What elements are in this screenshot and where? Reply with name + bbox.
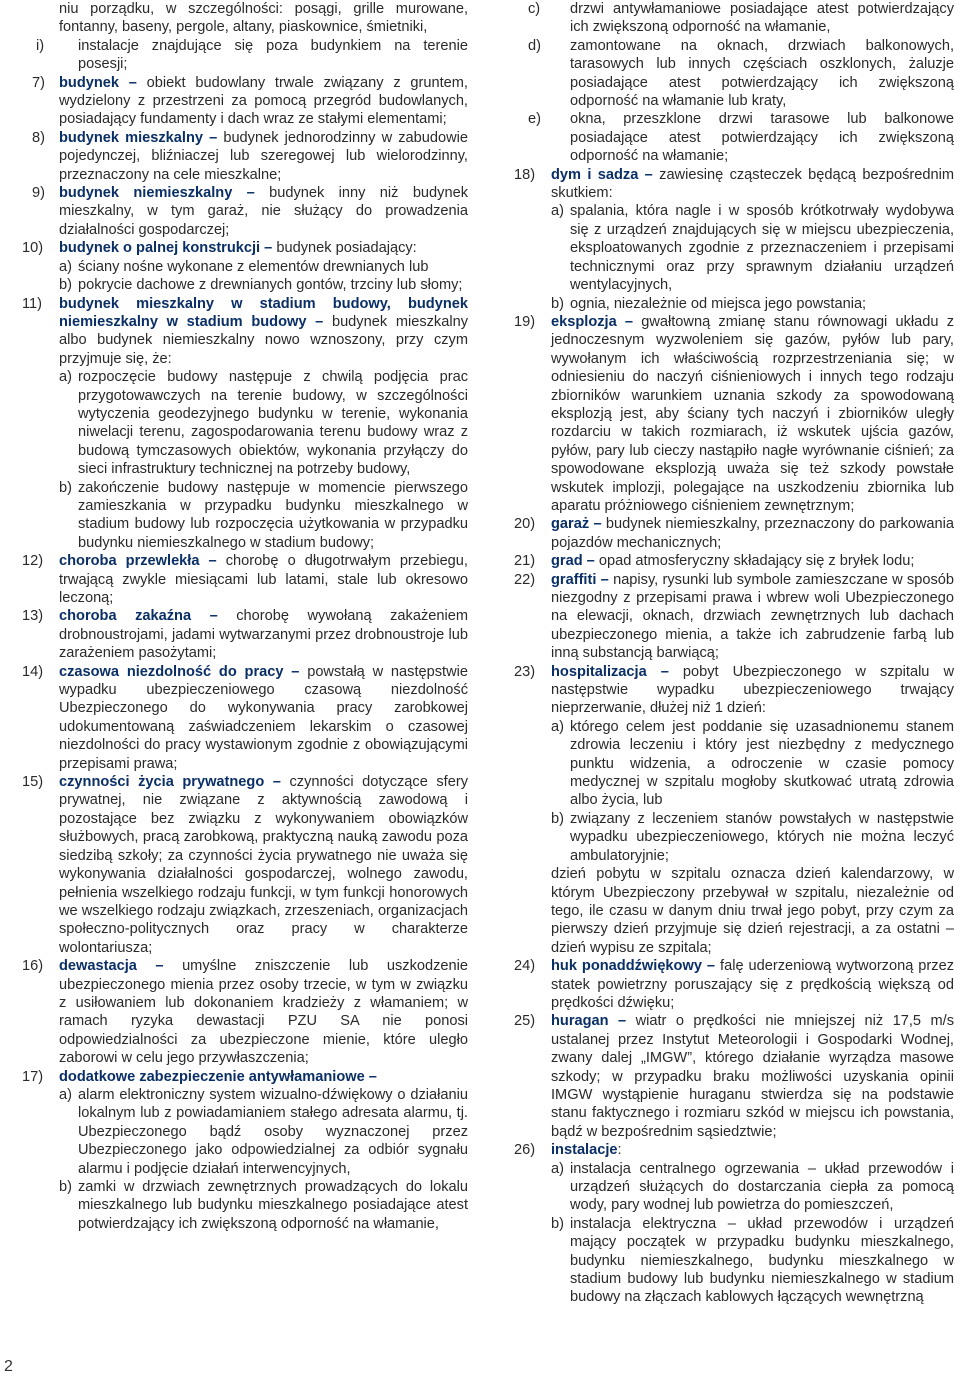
- item-label: i): [36, 37, 45, 54]
- sub-item-label: e): [528, 111, 541, 128]
- definition-text: budynek jednorodzinny w zabudowie pojedynczej, bliźniaczej lub szeregowej lub wielorodzinny, przeznaczony na cele mieszkalne;: [59, 129, 468, 183]
- definition-term: grad: [551, 553, 583, 570]
- definition-number: 17): [22, 1068, 44, 1085]
- definition-23: [514, 663, 954, 958]
- term-dash: –: [264, 774, 290, 791]
- sub-item-label: a): [59, 1086, 72, 1103]
- definition-number: 13): [22, 608, 44, 625]
- definition-7: [22, 74, 468, 129]
- definition-number: 18): [514, 166, 536, 183]
- definition-14: [22, 663, 468, 773]
- definition-text: budynek niemieszkalny, przeznaczony do parkowania pojazdów mechanicznych;: [551, 516, 954, 551]
- sub-item: [59, 479, 468, 553]
- definition-number: 14): [22, 663, 44, 680]
- definition-20: [514, 515, 954, 552]
- sub-item-label: d): [528, 37, 541, 54]
- definition-note: dzień pobytu w szpitalu oznacza dzień kalendarzowy, w którym Ubezpieczony przebywał w szpitalu, niezależnie od tego, ile czasu w danym dniu trwał jego pobyt, przy czym za pierwszy dzień przyjmuje się dzień rejestracji, a za ostatni – dzień wypisu ze szpitala;: [551, 866, 954, 956]
- definition-term: choroba przewlekła: [59, 553, 200, 570]
- definition-term: budynek: [59, 74, 120, 91]
- definition-11: [22, 295, 468, 553]
- sub-item-text: spalania, która nagle i w sposób krótkotrwały wydobywa się z urządzeń znajdujących się w miejscu ubezpieczenia, eksploatowanych zgodnie z przeznaczeniem i przepisami technicznymi oraz przy sprawnym działaniu urządzeń wentylacyjnych,: [570, 203, 954, 294]
- definition-term: garaż: [551, 516, 590, 533]
- sub-item-label: b): [59, 1179, 72, 1195]
- definition-number: 26): [514, 1142, 536, 1159]
- sub-item: [59, 368, 468, 478]
- term-dash: –: [232, 185, 270, 202]
- sub-item-text: okna, przeszklone drzwi tarasowe lub balkonowe posiadające atest potwierdzający ich zwiększoną odporność na włamanie;: [570, 111, 954, 165]
- term-dash: –: [701, 958, 721, 975]
- definition-number: 20): [514, 516, 536, 533]
- definition-12: [22, 552, 468, 607]
- sub-item: [514, 0, 954, 37]
- definition-25: [514, 1012, 954, 1141]
- definition-17: [22, 1068, 468, 1234]
- definition-term: instalacje: [551, 1142, 618, 1159]
- definition-number: 25): [514, 1013, 536, 1030]
- definition-number: 10): [22, 240, 44, 257]
- definition-number: 11): [22, 295, 43, 312]
- definition-16: [22, 957, 468, 1067]
- definition-text: umyślne zniszczenie lub uszkodzenie ubezpieczonego mienia przez osoby trzecie, w tym w związku z usiłowaniem lub dokonaniem kradzieży z włamaniem; w ramach ryzyka dewastacji PZU SA nie ponosi odpowiedzialności za ubezpieczone mienie, które uległo zaborowi w celu jego przywłaszczenia;: [59, 958, 469, 1067]
- sub-item-text: drzwi antywłamaniowe posiadające atest potwierdzający ich zwiększoną odporność na włamanie,: [570, 1, 954, 36]
- sub-item: [551, 1160, 954, 1215]
- term-dash: –: [119, 74, 147, 91]
- definition-13: [22, 607, 468, 662]
- definition-number: 12): [22, 553, 44, 570]
- sub-item: [551, 295, 954, 313]
- sub-item: [59, 276, 468, 294]
- page-number: 2: [4, 1358, 13, 1375]
- definition-number: 15): [22, 774, 44, 791]
- definition-term: budynek mieszkalny: [59, 129, 203, 146]
- definition-text: gwałtowną zmianę stanu równowagi układu z jednoczesnym wyzwoleniem się gazów, pyłów lub pary, wywołanym ich właściwością rozprzestrzeniania się; w odniesieniu do naczyń ciśnieniowych i innych tego rodzaju zbiorników warunkiem uznania szkody za spowodowaną eksplozją jest, aby ściany tych naczyń i zbiorników uległy rozdarciu w takich rozmiarach, iż wskutek ujścia gazów, pyłów, pary lub cieczy nastąpiło nagłe wyrównanie ciśnień; za spowodowane eksplozją uważa się też szkody powstałe wskutek implozji, polegające na uszkodzeniu zbiornika lub aparatu próżniowego ciśnieniem zewnętrznym;: [551, 313, 954, 514]
- definition-text: chorobę o długotrwałym przebiegu, trwającą zwykle miesiącami lub latami, stale lub okresowo leczoną;: [59, 553, 468, 606]
- definition-19: [514, 313, 954, 515]
- definition-term: eksplozja: [551, 313, 617, 330]
- term-dash: –: [283, 663, 308, 680]
- definition-term: dym i sadza: [551, 166, 639, 183]
- term-dash: –: [582, 553, 599, 570]
- sub-item: [514, 37, 954, 111]
- term-dash: –: [203, 129, 224, 146]
- right-column: [514, 0, 954, 1307]
- sub-item-text: zamki w drzwiach zewnętrznych prowadzących do lokalu mieszkalnego lub budynku mieszkalnego posiadające atest potwierdzający ich zwiększoną odporność na włamanie,: [78, 1179, 468, 1232]
- sub-item-label: a): [59, 258, 72, 275]
- definition-8: [22, 129, 468, 184]
- definition-term: huk ponaddźwiękowy: [551, 958, 702, 975]
- term-dash: –: [616, 313, 642, 330]
- definition-term: hospitalizacja: [551, 663, 647, 680]
- definition-term: graffiti: [551, 571, 597, 588]
- sub-item-text: którego celem jest poddanie się uzasadnionemu stanem zdrowia leczeniu i który jest niezbędny z medycznego punktu widzenia, a odroczenie w czasie pomocy medycznej w szpitalu mogłoby skutkować utratą zdrowia albo życia, lub: [570, 718, 954, 809]
- sub-item: [59, 1178, 468, 1233]
- definition-10: [22, 239, 468, 294]
- definition-text: chorobę wywołaną zakażeniem drobnoustrojami, jadami wytwarzanymi przez drobnoustroje lub zarażeniem pasożytami;: [59, 608, 468, 662]
- term-dash: –: [646, 663, 683, 680]
- sub-item-label: a): [59, 369, 72, 386]
- sub-item-text: instalacja centralnego ogrzewania – układ przewodów i urządzeń służących do dostarczania ciepła za pomocą wody, pary wodnej lub powietrza do pomieszczeń,: [570, 1160, 954, 1214]
- list-item: [22, 0, 468, 37]
- sub-item-label: c): [528, 1, 541, 17]
- definition-term: dodatkowe zabezpieczenie antywłamaniowe: [59, 1068, 365, 1085]
- sub-item: [59, 1086, 468, 1178]
- sub-item-text: rozpoczęcie budowy następuje z chwilą podjęcia prac przygotowawczych na terenie budowy, w szczególności wytyczenia geodezyjnego budynku w terenie, wykonania niwelacji terenu, zagospodarowania terenu budowy wraz z budową tymczasowych obiektów, wykonania przyłączy do sieci infrastruktury technicznej na potrzeby budowy,: [78, 369, 468, 478]
- definition-number: 24): [514, 958, 536, 975]
- definition-text: napisy, rysunki lub symbole zamieszczane w sposób niezgodny z przepisami prawa i wbrew woli Ubezpieczonego na elewacji, oknach, drzwiach zewnętrznych lub dachach ubezpieczonego mienia, a także ich zabrudzenie farbą lub inną substancją barwiącą;: [551, 571, 954, 662]
- sub-item: [59, 258, 468, 276]
- definition-18: [514, 166, 954, 313]
- definition-text: falę uderzeniową wytworzoną przez statek powietrzny poruszający się z prędkością większą od prędkości dźwięku;: [551, 958, 954, 1011]
- term-dash: –: [306, 313, 332, 330]
- sub-item: [514, 110, 954, 165]
- sub-item: [551, 718, 954, 810]
- definition-term: choroba zakaźna: [59, 608, 192, 625]
- item-text: instalacje znajdujące się poza budynkiem na terenie posesji;: [78, 37, 468, 73]
- definition-term: budynek o palnej konstrukcji: [59, 240, 261, 257]
- sub-item-label: b): [551, 1215, 564, 1232]
- definition-number: 7): [32, 74, 45, 91]
- term-dash: –: [260, 240, 277, 257]
- sub-item-text: alarm elektroniczny system wizualno-dźwiękowy o działaniu lokalnym lub z powiadamianiem stałego adresata alarmu, tj. Ubezpieczonego bądź osoby wyznaczonej przez Ubezpieczonego jako odpowiedzialnej za odbiór sygnału alarmu i podjęcie działań interwencyjnych,: [78, 1086, 468, 1177]
- definition-number: 16): [22, 958, 44, 975]
- definition-24: [514, 957, 954, 1012]
- definition-term: huragan: [551, 1013, 609, 1030]
- definition-26: [514, 1141, 954, 1307]
- definition-text: powstałą w następstwie wypadku ubezpieczeniowego czasową niezdolność Ubezpieczonego do wykonywania pracy zarobkowej udokumentowaną zaświadczeniem lekarskim o czasowej niezdolności do pracy wystawionym zgodnie z obowiązującymi przepisami prawa;: [59, 663, 468, 772]
- sub-item-text: ściany nośne wykonane z elementów drewnianych lub: [78, 258, 429, 275]
- definition-number: 21): [514, 553, 536, 570]
- definition-text: opad atmosferyczny składający się z bryłek lodu;: [598, 553, 915, 570]
- definition-term: budynek mieszkalny w stadium budowy, budynek niemieszkalny w stadium budowy: [59, 295, 468, 330]
- definition-number: 9): [32, 185, 45, 202]
- term-dash: –: [638, 166, 660, 183]
- term-dash: –: [589, 516, 606, 533]
- definition-21: [514, 552, 954, 570]
- sub-item: [551, 810, 954, 865]
- sub-item-text: instalacja elektryczna – układ przewodów i urządzeń mający początek w przypadku budynku mieszkalnego, budynku niemieszkalnego, budynku mieszkalnego w stadium budowy lub budynku niemieszkalnego w stadium budowy na złączach kablowych łączących wewnętrzną: [570, 1215, 954, 1306]
- sub-item-text: związany z leczeniem stanów powstałych w następstwie wypadku ubezpieczeniowego, których nie można leczyć ambulatoryjnie;: [570, 810, 954, 864]
- sub-item-label: b): [59, 479, 72, 496]
- list-item: [22, 37, 468, 74]
- definition-text: wiatr o prędkości nie mniejszej niż 17,5 m/s ustalanej przez Instytut Meteorologii i Gospodarki Wodnej, zwany dalej „IMGW”, którego działanie wyrządza masowe szkody; w przypadku braku możliwości uzyskania opinii IMGW wystąpienie huraganu stwierdza się na podstawie stanu faktycznego i rozmiaru szkód w miejscu ich powstania, bądź w bezpośrednim sąsiedztwie;: [551, 1013, 954, 1140]
- sub-item-text: ognia, niezależnie od miejsca jego powstania;: [570, 295, 867, 312]
- term-dash: –: [364, 1068, 377, 1085]
- sub-item-label: a): [551, 718, 564, 735]
- term-colon: :: [617, 1142, 622, 1159]
- sub-item-label: b): [551, 295, 564, 312]
- sub-item-text: zamontowane na oknach, drzwiach balkonowych, tarasowych lub innych częściach oszklonych, żaluzje posiadające atest potwierdzający ich zwiększoną odporność na włamanie lub kraty,: [570, 37, 954, 110]
- definition-15: [22, 773, 468, 957]
- definition-term: budynek niemieszkalny: [59, 185, 233, 202]
- sub-item: [551, 1215, 954, 1307]
- definition-text: pobyt Ubezpieczonego w szpitalu w następstwie wypadku ubezpieczeniowego trwający nieprzerwanie, dłużej niż 1 dzień:: [551, 663, 954, 717]
- term-dash: –: [596, 571, 614, 588]
- definition-term: dewastacja: [59, 958, 137, 975]
- item-text: niu porządku, w szczególności: posągi, grille murowane, fontanny, baseny, pergole, altany, piaskownice, śmietniki,: [59, 1, 468, 36]
- definition-term: czynności życia prywatnego: [59, 774, 265, 791]
- definition-text: budynek mieszkalny albo budynek niemieszkalny nowo wznoszony, przy czym przyjmuje się, że:: [59, 313, 468, 367]
- sub-item: [551, 202, 954, 294]
- sub-item-text: zakończenie budowy następuje w momencie pierwszego zamieszkania w przypadku budynku mieszkalnego w stadium budowy lub rozpoczęcia użytkowania w przypadku budynku niemieszkalnego w stadium budowy;: [78, 479, 468, 551]
- sub-item-label: a): [551, 1160, 564, 1177]
- definition-number: 23): [514, 663, 536, 680]
- sub-item-label: b): [551, 810, 564, 827]
- sub-item-label: b): [59, 277, 72, 294]
- left-column: [22, 0, 468, 1233]
- definition-text: zawiesinę cząsteczek będącą bezpośrednim skutkiem:: [551, 166, 954, 202]
- sub-item-text: pokrycie dachowe z drewnianych gontów, trzciny lub słomy;: [78, 277, 463, 294]
- definition-term: czasowa niezdolność do pracy: [59, 663, 284, 680]
- definition-text: budynek inny niż budynek mieszkalny, w tym garaż, nie służący do prowadzenia działalności gospodarczej;: [59, 185, 468, 238]
- definition-number: 8): [32, 129, 45, 146]
- definition-text: czynności dotyczące sfery prywatnej, nie związane z aktywnością zawodową i pozostające bez związku z wykonywaniem obowiązków służbowych, pracą zarobkową, praktyczną nauką zawodu poza siedzibą szkoły; za czynności życia prywatnego nie uważa się wykonywania działalności gospodarczej, wolnego zawodu, pełnienia wszelkiego rodzaju funkcji, w tym funkcji honorowych we wszelkiego rodzaju związkach, zrzeszeniach, organizacjach społeczno-politycznych oraz pracy w charakterze wolontariusza;: [59, 774, 468, 956]
- definition-22: [514, 571, 954, 663]
- term-dash: –: [136, 958, 183, 975]
- term-dash: –: [191, 608, 237, 625]
- term-dash: –: [199, 553, 226, 570]
- definition-number: 22): [514, 571, 536, 588]
- definition-number: 19): [514, 313, 536, 330]
- definition-text: obiekt budowlany trwale związany z gruntem, wydzielony z przestrzeni za pomocą przegród budowlanych, posiadający fundamenty i dach wraz ze stałymi elementami;: [59, 74, 468, 128]
- definition-9: [22, 184, 468, 239]
- term-dash: –: [608, 1013, 636, 1030]
- definition-text: budynek posiadający:: [276, 240, 417, 257]
- sub-item-label: a): [551, 203, 564, 220]
